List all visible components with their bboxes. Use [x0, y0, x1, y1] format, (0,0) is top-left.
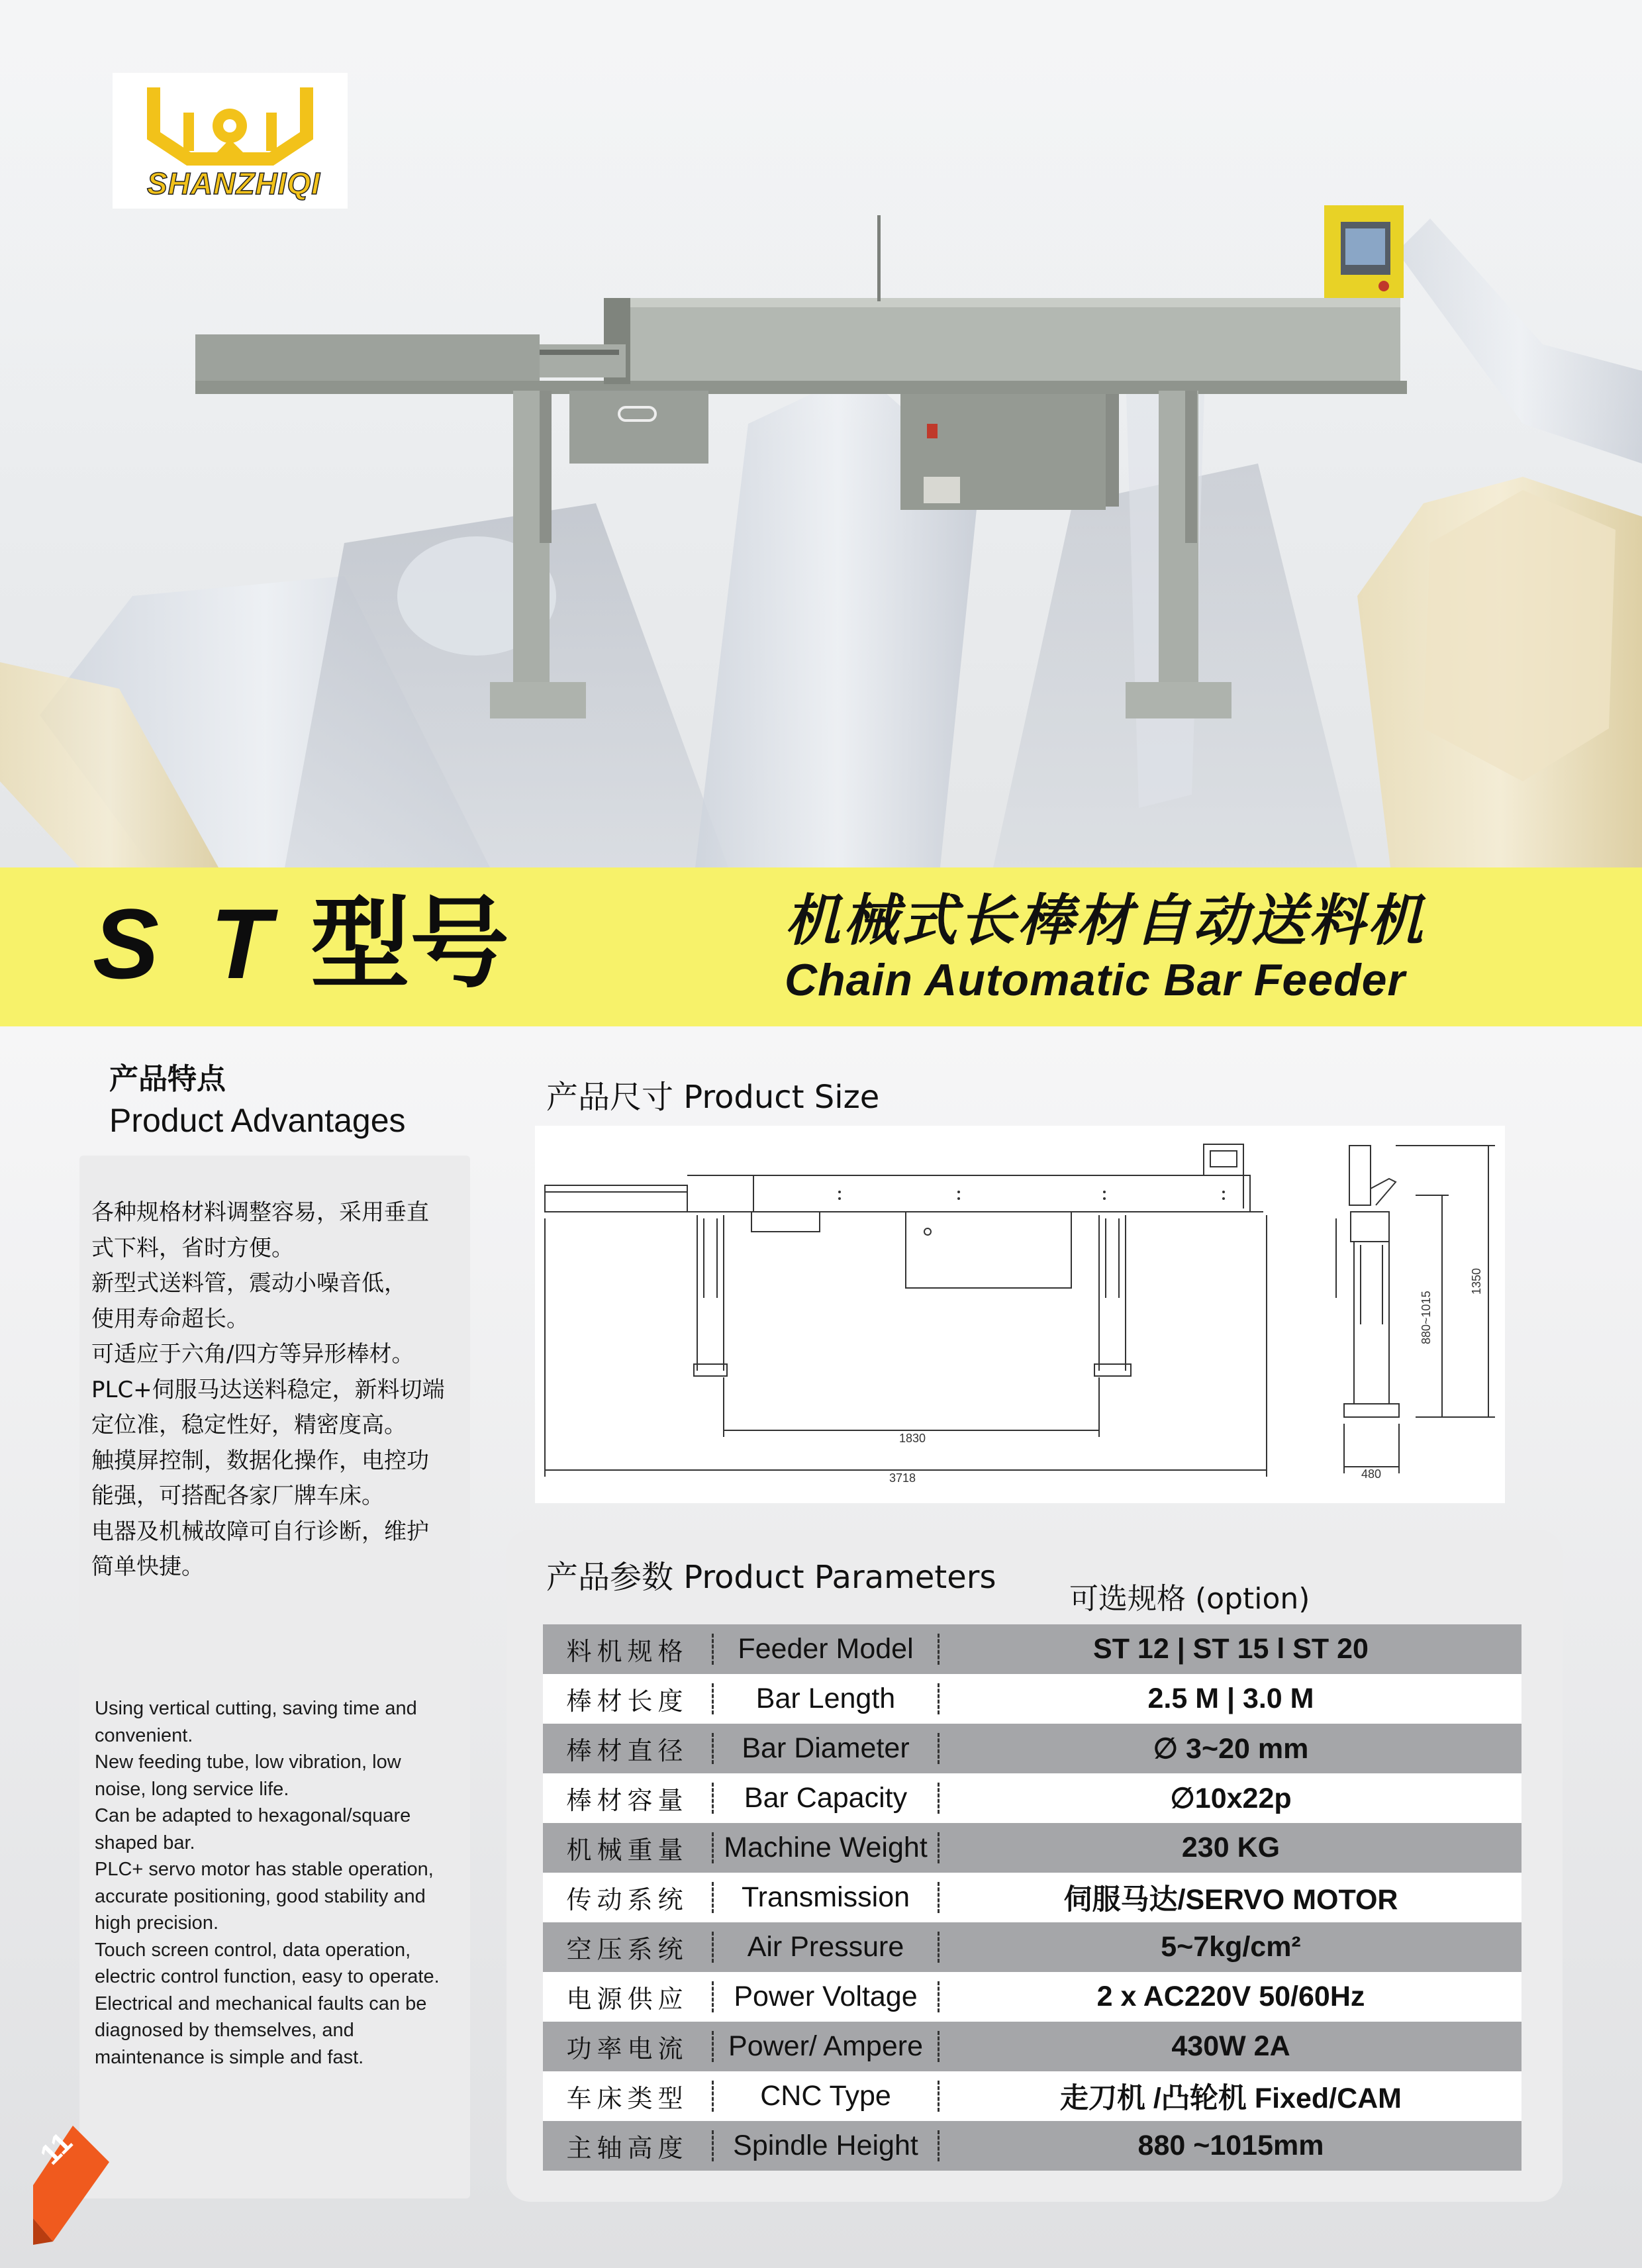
param-value: 2.5 M | 3.0 M [1147, 1683, 1314, 1714]
column-divider [938, 1634, 940, 1665]
table-row [543, 1823, 1521, 1873]
advantage-line-cn: PLC+伺服马达送料稳定，新料切端 [91, 1376, 445, 1403]
product-title-cn: 机械式长棒材自动送料机 [785, 888, 1426, 953]
advantages-list-en [95, 1695, 465, 2071]
param-name-cn: 主轴高度 [566, 2134, 689, 2163]
param-name-cn: 棒材容量 [566, 1786, 689, 1815]
company-logo [113, 73, 348, 209]
column-divider [938, 2081, 940, 2112]
param-name-en: Air Pressure [747, 1931, 904, 1963]
param-name-en: Spindle Height [733, 2130, 918, 2161]
param-name-cn: 功率电流 [566, 2034, 689, 2063]
param-name-cn: 机械重量 [566, 1836, 689, 1865]
advantage-line-en: convenient. [95, 1724, 193, 1746]
table-row [543, 1873, 1521, 1922]
advantage-line-cn: 触摸屏控制，数据化操作，电控功 [91, 1447, 429, 1474]
column-divider [938, 1683, 940, 1714]
page-number: 11 [34, 2126, 79, 2171]
param-name-cn: 棒材长度 [566, 1687, 689, 1716]
advantages-list-cn [91, 1195, 469, 1585]
product-title-en: Chain Automatic Bar Feeder [785, 955, 1406, 1005]
param-name-cn: 电源供应 [566, 1985, 689, 2014]
advantage-line-en: electric control function, easy to operate. [95, 1966, 440, 1987]
advantage-line-en: New feeding tube, low vibration, low [95, 1751, 401, 1773]
param-value: ∅10x22p [1170, 1782, 1292, 1814]
table-row [543, 1972, 1521, 2022]
advantage-line-en: accurate positioning, good stability and [95, 1885, 426, 1907]
table-row [543, 2071, 1521, 2121]
advantage-line-cn: 简单快捷。 [91, 1553, 204, 1580]
column-divider [938, 2031, 940, 2062]
option-label: 可选规格 (option) [1069, 1582, 1310, 1616]
model-latin: S T [93, 888, 283, 999]
advantage-line-cn: 各种规格材料调整容易，采用垂直 [91, 1199, 429, 1226]
column-divider [938, 1932, 940, 1963]
table-row [543, 1922, 1521, 1972]
advantage-line-en: shaped bar. [95, 1832, 195, 1853]
parameters-table [543, 1624, 1521, 2171]
table-row [543, 2121, 1521, 2171]
advantage-line-cn: 使用寿命超长。 [91, 1305, 249, 1332]
advantage-line-cn: 能强，可搭配各家厂牌车床。 [91, 1483, 384, 1509]
advantage-line-cn: 新型式送料管，震动小噪音低， [91, 1270, 407, 1297]
param-name-en: Machine Weight [724, 1832, 928, 1863]
table-row [543, 1724, 1521, 1773]
param-name-cn: 料机规格 [566, 1637, 689, 1666]
advantage-line-en: Can be adapted to hexagonal/square [95, 1805, 411, 1826]
column-divider [938, 2130, 940, 2161]
param-name-en: Bar Diameter [742, 1732, 910, 1764]
column-divider [938, 1733, 940, 1764]
advantage-line-en: noise, long service life. [95, 1778, 289, 1800]
advantage-line-en: PLC+ servo motor has stable operation, [95, 1859, 434, 1880]
column-divider [938, 1832, 940, 1863]
product-size-title: 产品尺寸 Product Size [546, 1079, 880, 1116]
dim-height-total: 1350 [1470, 1267, 1483, 1295]
advantage-line-cn: 电器及机械故障可自行诊断，维护 [91, 1518, 429, 1545]
advantage-line-en: high precision. [95, 1912, 218, 1934]
param-name-en: Power/ Ampere [728, 2030, 923, 2062]
parameters-title: 产品参数 Product Parameters [546, 1559, 996, 1596]
param-value: ∅ 3~20 mm [1153, 1732, 1309, 1765]
param-value: ST 12 | ST 15 l ST 20 [1093, 1633, 1369, 1665]
advantages-title-en: Product Advantages [109, 1102, 406, 1139]
advantage-line-en: diagnosed by themselves, and [95, 2020, 354, 2041]
param-name-en: Bar Length [755, 1683, 896, 1714]
table-row [543, 1674, 1521, 1724]
dim-width: 480 [1361, 1467, 1382, 1481]
advantage-line-cn: 定位准，稳定性好，精密度高。 [91, 1412, 407, 1438]
param-name-cn: 空压系统 [566, 1935, 689, 1964]
param-value: 伺服马达/SERVO MOTOR [1063, 1884, 1398, 1916]
param-name-en: Power Voltage [734, 1981, 918, 2012]
column-divider [938, 1783, 940, 1814]
advantage-line-en: maintenance is simple and fast. [95, 2046, 364, 2068]
advantage-line-en: Touch screen control, data operation, [95, 1939, 411, 1961]
param-name-en: CNC Type [760, 2080, 891, 2112]
param-name-cn: 传动系统 [566, 1885, 689, 1914]
dim-length-total: 3718 [889, 1471, 916, 1485]
logo-text: SHANZHIQI [147, 166, 320, 201]
table-row [543, 2022, 1521, 2071]
table-row [543, 1773, 1521, 1823]
model-title [93, 881, 509, 1007]
dimension-drawing [535, 1126, 1505, 1503]
param-name-en: Feeder Model [738, 1633, 914, 1665]
advantage-line-en: Using vertical cutting, saving time and [95, 1698, 417, 1719]
param-name-en: Bar Capacity [744, 1782, 908, 1814]
page-corner-tab [26, 2112, 113, 2245]
param-value: 430W 2A [1171, 2030, 1290, 2062]
column-divider [938, 1882, 940, 1913]
param-value: 2 x AC220V 50/60Hz [1096, 1981, 1365, 2012]
dim-height-range: 880~1015 [1420, 1291, 1433, 1344]
dim-length-inner: 1830 [899, 1432, 926, 1445]
param-value: 5~7kg/cm² [1161, 1931, 1301, 1963]
table-row [543, 1624, 1521, 1674]
param-value: 230 KG [1181, 1832, 1280, 1863]
param-name-cn: 棒材直径 [566, 1736, 689, 1765]
model-cn: 型号 [311, 888, 510, 999]
param-value: 走刀机 /凸轮机 Fixed/CAM [1059, 2083, 1402, 2114]
advantages-title-cn: 产品特点 [109, 1062, 226, 1096]
advantage-line-cn: 可适应于六角/四方等异形棒材。 [91, 1341, 414, 1367]
hero-photo [0, 0, 1642, 867]
advantage-line-cn: 式下料，省时方便。 [91, 1234, 294, 1261]
param-name-cn: 车床类型 [566, 2084, 689, 2113]
technical-drawing [535, 1126, 1505, 1503]
column-divider [938, 1981, 940, 2012]
param-name-en: Transmission [741, 1881, 910, 1913]
advantage-line-en: Electrical and mechanical faults can be [95, 1993, 427, 2014]
param-value: 880 ~1015mm [1137, 2130, 1324, 2161]
